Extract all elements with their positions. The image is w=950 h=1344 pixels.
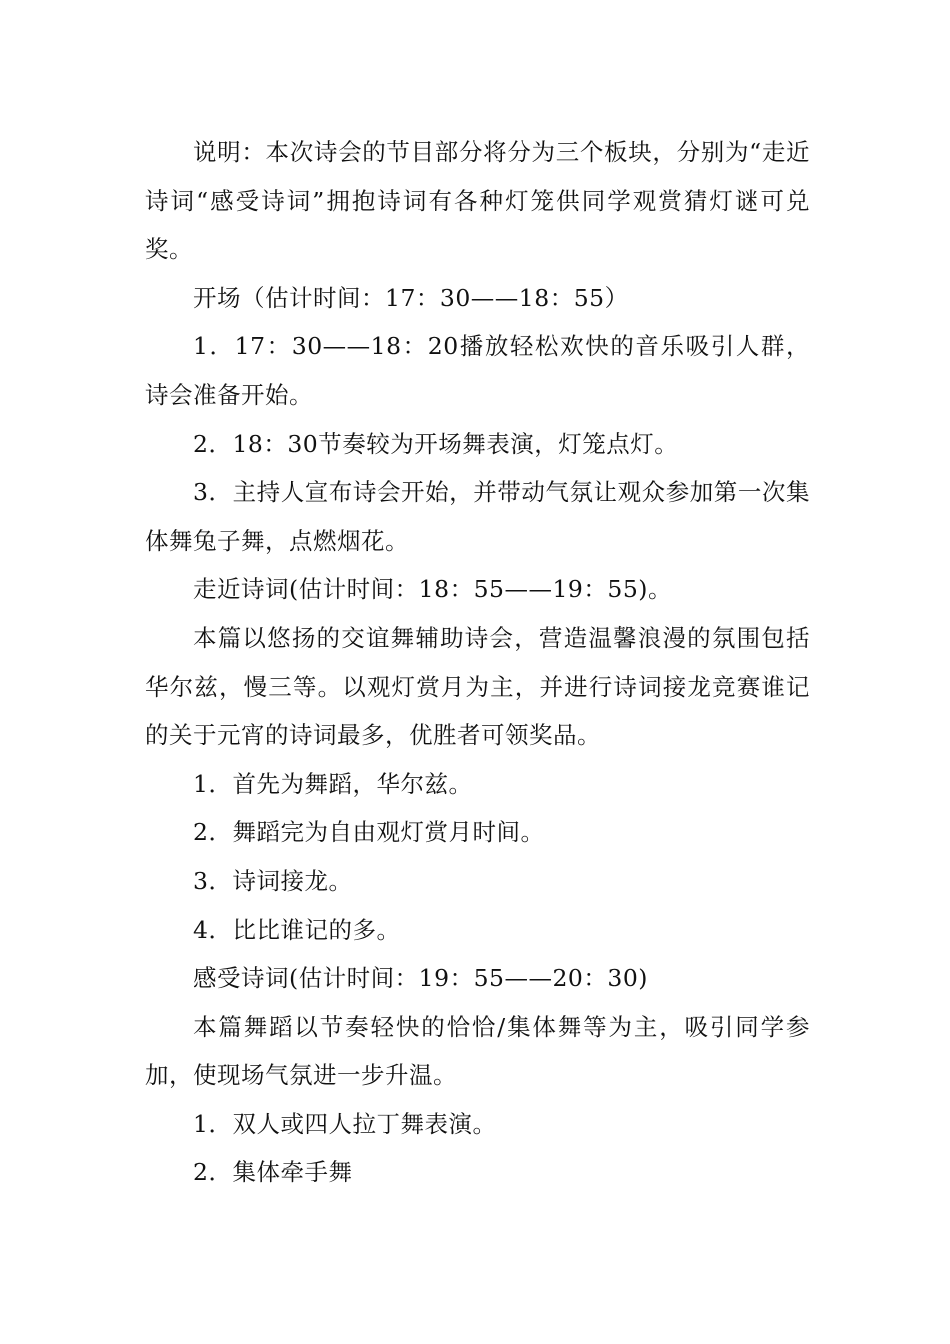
paragraph-description: 本篇舞蹈以节奏轻快的恰恰/集体舞等为主，吸引同学参加，使现场气氛进一步升温。 [145, 1012, 810, 1090]
document-body [145, 128, 810, 1197]
list-item: 1．首先为舞蹈，华尔兹。 [193, 769, 473, 798]
list-item: 3．主持人宣布诗会开始，并带动气氛让观众参加第一次集体舞兔子舞，点燃烟花。 [145, 478, 810, 555]
list-item: 2．18：30节奏较为开场舞表演，灯笼点灯。 [193, 429, 679, 458]
list-item: 1．双人或四人拉丁舞表演。 [193, 1109, 497, 1138]
list-item: 1．17：30——18：20播放轻松欢快的音乐吸引人群，诗会准备开始。 [145, 332, 810, 409]
paragraph-intro: 说明：本次诗会的节目部分将分为三个板块，分别为“走近诗词“感受诗词”拥抱诗词有各种灯笼供同学观赏猜灯谜可兑奖。 [145, 138, 810, 264]
list-item: 4．比比谁记的多。 [193, 915, 401, 944]
section-heading-opening: 开场（估计时间：17：30——18：55） [193, 283, 629, 312]
paragraph-description: 本篇以悠扬的交谊舞辅助诗会，营造温馨浪漫的氛围包括华尔兹，慢三等。以观灯赏月为主，并进行诗词接龙竞赛谁记的关于元宵的诗词最多，优胜者可领奖品。 [145, 623, 810, 750]
section-heading-approach-poetry: 走近诗词(估计时间：18：55——19：55)。 [193, 575, 672, 604]
section-heading-feel-poetry: 感受诗词(估计时间：19：55——20：30) [193, 964, 648, 993]
list-item: 2．舞蹈完为自由观灯赏月时间。 [193, 818, 545, 847]
list-item: 3．诗词接龙。 [193, 866, 353, 895]
list-item: 2．集体牵手舞 [193, 1158, 353, 1187]
